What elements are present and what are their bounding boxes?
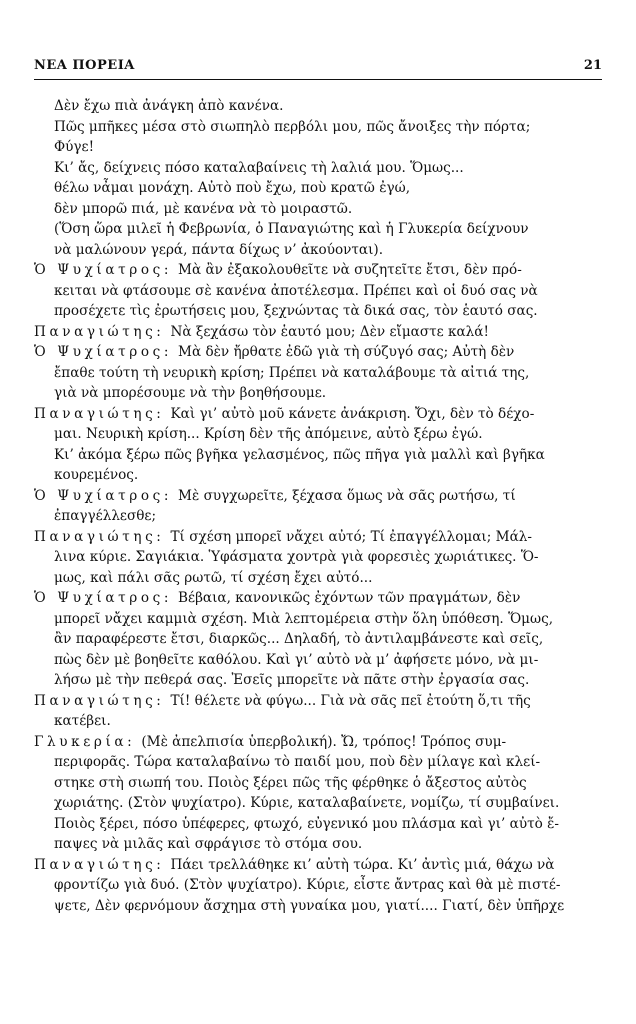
line-text: Νὰ ξεχάσω τὸν ἑαυτό μου; Δὲν εἴμαστε καλά! (170, 323, 489, 340)
text-line (34, 363, 602, 384)
line-text: Τί! θέλετε νὰ φύγω... Γιὰ νὰ σᾶς πεῖ ἐτούτη ὅ,τι τῆς (170, 692, 531, 709)
line-text: παψες νὰ μιλᾶς καὶ σφράγισε τὸ στόμα σου. (54, 836, 363, 852)
text-line (34, 629, 602, 650)
text-line (34, 404, 602, 425)
line-text: κειται νὰ φτάσουμε σὲ κανένα ἀποτέλεσμα. Πρέπει καὶ οἱ δυό σας νὰ (54, 282, 538, 299)
line-text: νὰ μαλώνουν γερά, πάντα δίχως ν’ ἀκούονται). (54, 241, 384, 258)
line-text: κουρεμένος. (54, 467, 139, 483)
text-line (34, 732, 602, 753)
line-text: Μὰ ἂν ἐξακολουθεῖτε νὰ συζητεῖτε ἔτσι, δὲν πρό- (178, 262, 522, 278)
line-text: λήσω μὲ τὴν πεθερά σας. Ἐσεῖς μπορεῖτε νὰ πᾶτε στὴν ἐργασία σας. (54, 672, 530, 688)
line-text: πὼς δὲν μὲ βοηθεῖτε καθόλου. Καὶ γι’ αὐτὸ νὰ μ’ ἀφήσετε μόνο, νὰ μι- (54, 651, 539, 668)
line-text: στηκε στὴ σιωπή του. Ποιὸς ξέρει πῶς τῆς φέρθηκε ὁ ἄξεστος αὐτὸς (54, 774, 527, 791)
header-rule (34, 79, 602, 80)
line-text: Τί σχέση μπορεῖ νἄχει αὐτό; Τί ἐπαγγέλλομαι; Μάλ- (170, 528, 532, 545)
speaker-name: Παναγιώτης: (34, 856, 165, 873)
text-line (34, 260, 602, 281)
line-text: ψετε, Δὲν φερνόμουν ἄσχημα στὴ γυναίκα μου, γιατί.... Γιατί, δὲν ὑπῆρχε (54, 897, 565, 914)
text-line (34, 588, 602, 609)
text-line (34, 547, 602, 568)
line-text: Φύγε! (54, 139, 95, 155)
text-line (34, 814, 602, 835)
line-text: ἔπαθε τούτη τὴ νευρικὴ κρίση; Πρέπει νὰ καταλάβουμε τὰ αἰτιά της, (54, 364, 530, 381)
line-text: Πῶς μπῆκες μέσα στὸ σιωπηλὸ περβόλι μου, πῶς ἄνοιξες τὴν πόρτα; (54, 118, 531, 135)
text-line (34, 281, 602, 302)
line-text: Ποιὸς ξέρει, πόσο ὑπέφερες, φτωχό, εὐγενικό μου πλάσμα καὶ γι’ αὐτὸ ἔ- (54, 815, 559, 832)
line-text: περιφορᾶς. Τώρα καταλαβαίνω τὸ παιδί μου, ποὺ δὲν μίλαγε καὶ κλεί- (54, 754, 541, 770)
line-text: προσέχετε τὶς ἐρωτήσεις μου, ξεχνώντας τὰ δικά σας, τὸν ἑαυτό σας. (54, 303, 538, 319)
text-line (34, 670, 602, 691)
text-line (34, 199, 602, 220)
text-line (34, 445, 602, 466)
text-line (34, 650, 602, 671)
line-text: ἐπαγγέλλεσθε; (54, 508, 157, 524)
text-line (34, 383, 602, 404)
speaker-name: Ὁ Ψυχίατρος: (34, 590, 173, 606)
speaker-name: Παναγιώτης: (34, 323, 165, 340)
line-text: Κι’ ἀκόμα ξέρω πῶς βγῆκα γελασμένος, πῶς πῆγα γιὰ μαλλὶ καὶ βγῆκα (54, 446, 545, 463)
line-text: γιὰ νὰ μπορέσουμε νὰ τὴν βοηθήσουμε. (54, 385, 327, 401)
speaker-name: Ὁ Ψυχίατρος: (34, 344, 173, 360)
line-text: φροντίζω γιὰ δυό. (Στὸν ψυχίατρο). Κύριε, εἶστε ἄντρας καὶ θὰ μὲ πιστέ- (54, 877, 561, 893)
speaker-name: Γλυκερία: (34, 733, 136, 750)
line-text: (Μὲ ἀπελπισία ὑπερβολική). Ὤ, τρόπος! Τρόπος συμ- (141, 733, 507, 750)
text-line (34, 875, 602, 896)
page-number: 21 (583, 58, 602, 73)
text-line (34, 465, 602, 486)
speaker-name: Παναγιώτης: (34, 405, 165, 422)
text-line (34, 158, 602, 179)
line-text: μως, καὶ πάλι σᾶς ρωτῶ, τί σχέση ἔχει αὐτό... (54, 569, 373, 586)
page-body (34, 96, 602, 984)
text-line (34, 506, 602, 527)
speaker-name: Ὁ Ψυχίατρος: (34, 262, 173, 278)
text-line (34, 527, 602, 548)
text-line (34, 691, 602, 712)
text-line (34, 896, 602, 917)
line-text: δὲν μπορῶ πιά, μὲ κανένα νὰ τὸ μοιραστῶ. (54, 200, 353, 217)
speaker-name: Ὁ Ψυχίατρος: (34, 487, 173, 504)
text-line (34, 424, 602, 445)
line-text: Πάει τρελλάθηκε κι’ αὐτὴ τώρα. Κι’ ἀντὶς μιά, θάχω νὰ (170, 856, 555, 873)
text-line (34, 137, 602, 158)
text-line (34, 342, 602, 363)
line-text: μαι. Νευρικὴ κρίση... Κρίση δὲν τῆς ἀπόμεινε, αὐτὸ ξέρω ἐγώ. (54, 426, 483, 442)
line-text: θέλω νἆμαι μονάχη. Αὐτὸ ποὺ ἔχω, ποὺ κρατῶ ἐγώ, (54, 180, 411, 196)
text-line (34, 752, 602, 773)
line-text: λινα κύριε. Σαγιάκια. Ὑφάσματα χοντρὰ γιὰ φορεσιὲς χωριάτικες. Ὅ- (54, 549, 539, 565)
text-line (34, 711, 602, 732)
line-text: ἂν παραφέρεστε ἔτσι, διαρκῶς... Δηλαδή, τὸ ἀντιλαμβάνεστε καὶ σεῖς, (54, 631, 544, 647)
text-line (34, 96, 602, 117)
speaker-name: Παναγιώτης: (34, 528, 165, 545)
line-text: μπορεῖ νἄχει καμμιὰ σχέση. Μιὰ λεπτομέρεια στὴν ὅλη ὑπόθεση. Ὅμως, (54, 610, 554, 627)
text-line (34, 178, 602, 199)
line-text: Κι’ ἄς, δείχνεις πόσο καταλαβαίνεις τὴ λαλιά μου. Ὅμως... (54, 159, 464, 176)
text-line (34, 609, 602, 630)
text-line (34, 834, 602, 855)
line-text: Δὲν ἔχω πιὰ ἀνάγκη ἀπὸ κανένα. (54, 98, 284, 114)
text-line (34, 486, 602, 507)
text-line (34, 855, 602, 876)
speaker-name: Παναγιώτης: (34, 692, 165, 709)
text-line (34, 322, 602, 343)
line-text: Μὲ συγχωρεῖτε, ξέχασα ὅμως νὰ σᾶς ρωτήσω, τί (178, 487, 516, 504)
text-line (34, 301, 602, 322)
page-header (34, 58, 602, 76)
text-line (34, 793, 602, 814)
line-text: χωριάτης. (Στὸν ψυχίατρο). Κύριε, καταλαβαίνετε, νομίζω, τί συμβαίνει. (54, 795, 560, 811)
line-text: Βέβαια, κανονικῶς ἐχόντων τῶν πραγμάτων, δὲν (178, 590, 521, 606)
text-line (34, 568, 602, 589)
line-text: Μὰ δὲν ἤρθατε ἐδῶ γιὰ τὴ σύζυγό σας; Αὐτὴ δὲν (178, 344, 515, 360)
text-line (34, 219, 602, 240)
text-line (34, 240, 602, 261)
text-line (34, 117, 602, 138)
running-title: ΝΕΑ ΠΟΡΕΙΑ (34, 58, 135, 73)
line-text: κατέβει. (54, 713, 111, 729)
line-text: (Ὅση ὥρα μιλεῖ ἡ Φεβρωνία, ὁ Παναγιώτης καὶ ἡ Γλυκερία δείχνουν (54, 221, 529, 237)
text-line (34, 773, 602, 794)
line-text: Καὶ γι’ αὐτὸ μοῦ κάνετε ἀνάκριση. Ὄχι, δὲν τὸ δέχο- (170, 405, 535, 422)
